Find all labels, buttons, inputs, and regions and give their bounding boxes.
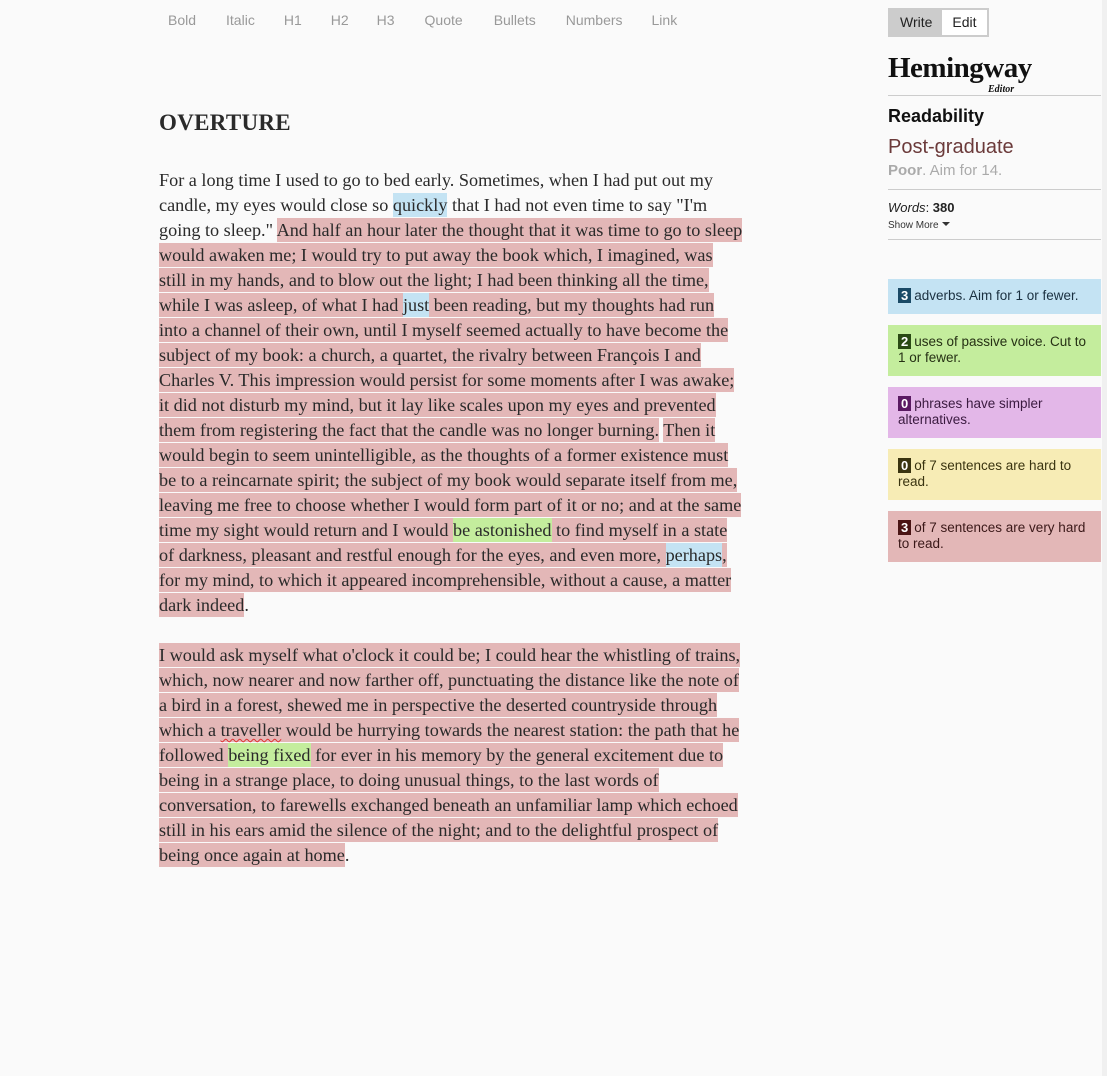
passive-count-badge: 2: [898, 334, 911, 349]
adverbs-count-badge: 3: [898, 288, 911, 303]
bullets-button[interactable]: Bullets: [493, 12, 536, 28]
phrases-stat: [888, 387, 1101, 438]
readability-title: Readability: [888, 106, 985, 126]
very-hard-count-badge: 3: [898, 520, 911, 535]
phrases-count-badge: 0: [898, 396, 911, 411]
adverb-highlight: perhaps: [665, 545, 723, 565]
h3-button[interactable]: H3: [376, 12, 395, 28]
text-run: Then it would begin to seem unintelligible, as the thoughts of a former existence must be to a reincarnate spirit; the subject of my book would separate itself from me, leaving me free to choose whether I would form part of it or no; and at the same time my sight would return and I would: [159, 420, 742, 540]
hemingway-logo: [888, 52, 1101, 95]
paragraph-2[interactable]: [159, 643, 744, 868]
sidebar: [888, 8, 1101, 551]
hard-stat-text: of 7 sentences are hard to read.: [898, 458, 1072, 489]
adverb-highlight: quickly: [392, 195, 448, 215]
link-button[interactable]: Link: [651, 12, 678, 28]
h2-button[interactable]: H2: [330, 12, 349, 28]
very-hard-sentence-highlight: [159, 418, 741, 617]
spelling-error-word[interactable]: traveller: [220, 720, 282, 740]
words-label: Words: [888, 200, 926, 215]
very-hard-stat-text: of 7 sentences are very hard to read.: [898, 520, 1086, 551]
adverbs-stat-text: adverbs. Aim for 1 or fewer.: [914, 288, 1079, 303]
show-more-label: Show More: [888, 220, 939, 231]
text-run: been reading, but my thoughts had run into a channel of their own, until I myself seemed actually to have become the subject of my book: a church, a quartet, the rivalry between François I and Charles V. This impression would persist for some moments after I was awake; it did not disturb my mind, but it lay like scales upon my eyes and prevented them from registering the fact that the candle was no longer burning.: [159, 295, 735, 440]
phrases-stat-text: phrases have simpler alternatives.: [898, 396, 1043, 427]
logo-subtitle: Editor: [988, 84, 1015, 95]
text-run: And half an hour later the thought that it was time to go to sleep would awaken me; I would try to put away the book which, I imagined, was still in my hands, and to blow out the light; I had been thinking all the time, while I was asleep, of what I had: [159, 220, 743, 315]
text-run: I would ask myself what o'clock it could be; I could hear the whistling of trains, which, now nearer and now farther off, punctuating the distance like the note of a bird in a forest, shewed me in perspective the deserted countryside through which a: [159, 645, 741, 740]
hard-count-badge: 0: [898, 458, 911, 473]
text-run: that I had not even time to say "I'm going to sleep.": [159, 195, 708, 240]
scrollbar-edge[interactable]: [1102, 0, 1107, 1076]
write-mode-button[interactable]: Write: [890, 10, 942, 35]
text-run: .: [244, 595, 249, 615]
edit-mode-button[interactable]: Edit: [942, 10, 986, 35]
grade-note: [888, 162, 1101, 179]
words-value: 380: [932, 200, 955, 215]
passive-voice-highlight: being fixed: [228, 745, 311, 765]
numbers-button[interactable]: Numbers: [565, 12, 623, 28]
bold-button[interactable]: Bold: [168, 12, 197, 28]
passive-stat-text: uses of passive voice. Cut to 1 or fewer.: [898, 334, 1087, 365]
divider: [888, 239, 1101, 240]
passive-voice-highlight: be astonished: [453, 520, 552, 540]
show-more-toggle[interactable]: [888, 220, 1101, 231]
grade-rating: Poor: [888, 162, 923, 179]
text-run: , for my mind, to which it appeared incomprehensible, without a cause, a matter dark indeed: [159, 545, 732, 615]
text-run: For a long time I used to go to bed early. Sometimes, when I had put out my candle, my eyes would close so: [159, 170, 713, 215]
h1-button[interactable]: H1: [283, 12, 302, 28]
very-hard-sentence-highlight: [159, 218, 742, 442]
grade-aim: . Aim for 14.: [922, 162, 1003, 179]
words-separator: :: [925, 200, 933, 215]
logo-title: Hemingway: [888, 52, 1032, 84]
quote-button[interactable]: Quote: [424, 12, 463, 28]
text-run: for ever in his memory by the general excitement due to being in a strange place, to doing unusual things, to the last words of conversation, to farewells exchanged beneath an unfamiliar lamp which echoed still in his ears amid the silence of the night; and to the delightful prospect of being once again at home: [159, 745, 738, 865]
passive-voice-stat: [888, 325, 1101, 376]
document-heading[interactable]: OVERTURE: [159, 110, 291, 135]
adverb-highlight: just: [402, 295, 430, 315]
hard-sentences-stat: [888, 449, 1101, 500]
divider: [888, 189, 1101, 190]
very-hard-sentences-stat: [888, 511, 1101, 562]
caret-down-icon: [942, 222, 950, 226]
italic-button[interactable]: Italic: [226, 12, 255, 28]
mode-toggle: [888, 8, 989, 37]
readability-grade: Post-graduate: [888, 136, 1014, 158]
formatting-toolbar: [168, 12, 707, 28]
text-run: to find myself in a state of darkness, pleasant and restful enough for the eyes, and even more,: [159, 520, 728, 565]
paragraph-1[interactable]: [159, 168, 744, 618]
text-run: would be hurrying towards the nearest station: the path that he followed: [159, 720, 740, 765]
very-hard-sentence-highlight: [159, 643, 740, 867]
text-run: .: [344, 845, 350, 865]
word-count: [888, 200, 1101, 215]
adverbs-stat: [888, 279, 1101, 314]
text-editor[interactable]: [159, 106, 744, 893]
